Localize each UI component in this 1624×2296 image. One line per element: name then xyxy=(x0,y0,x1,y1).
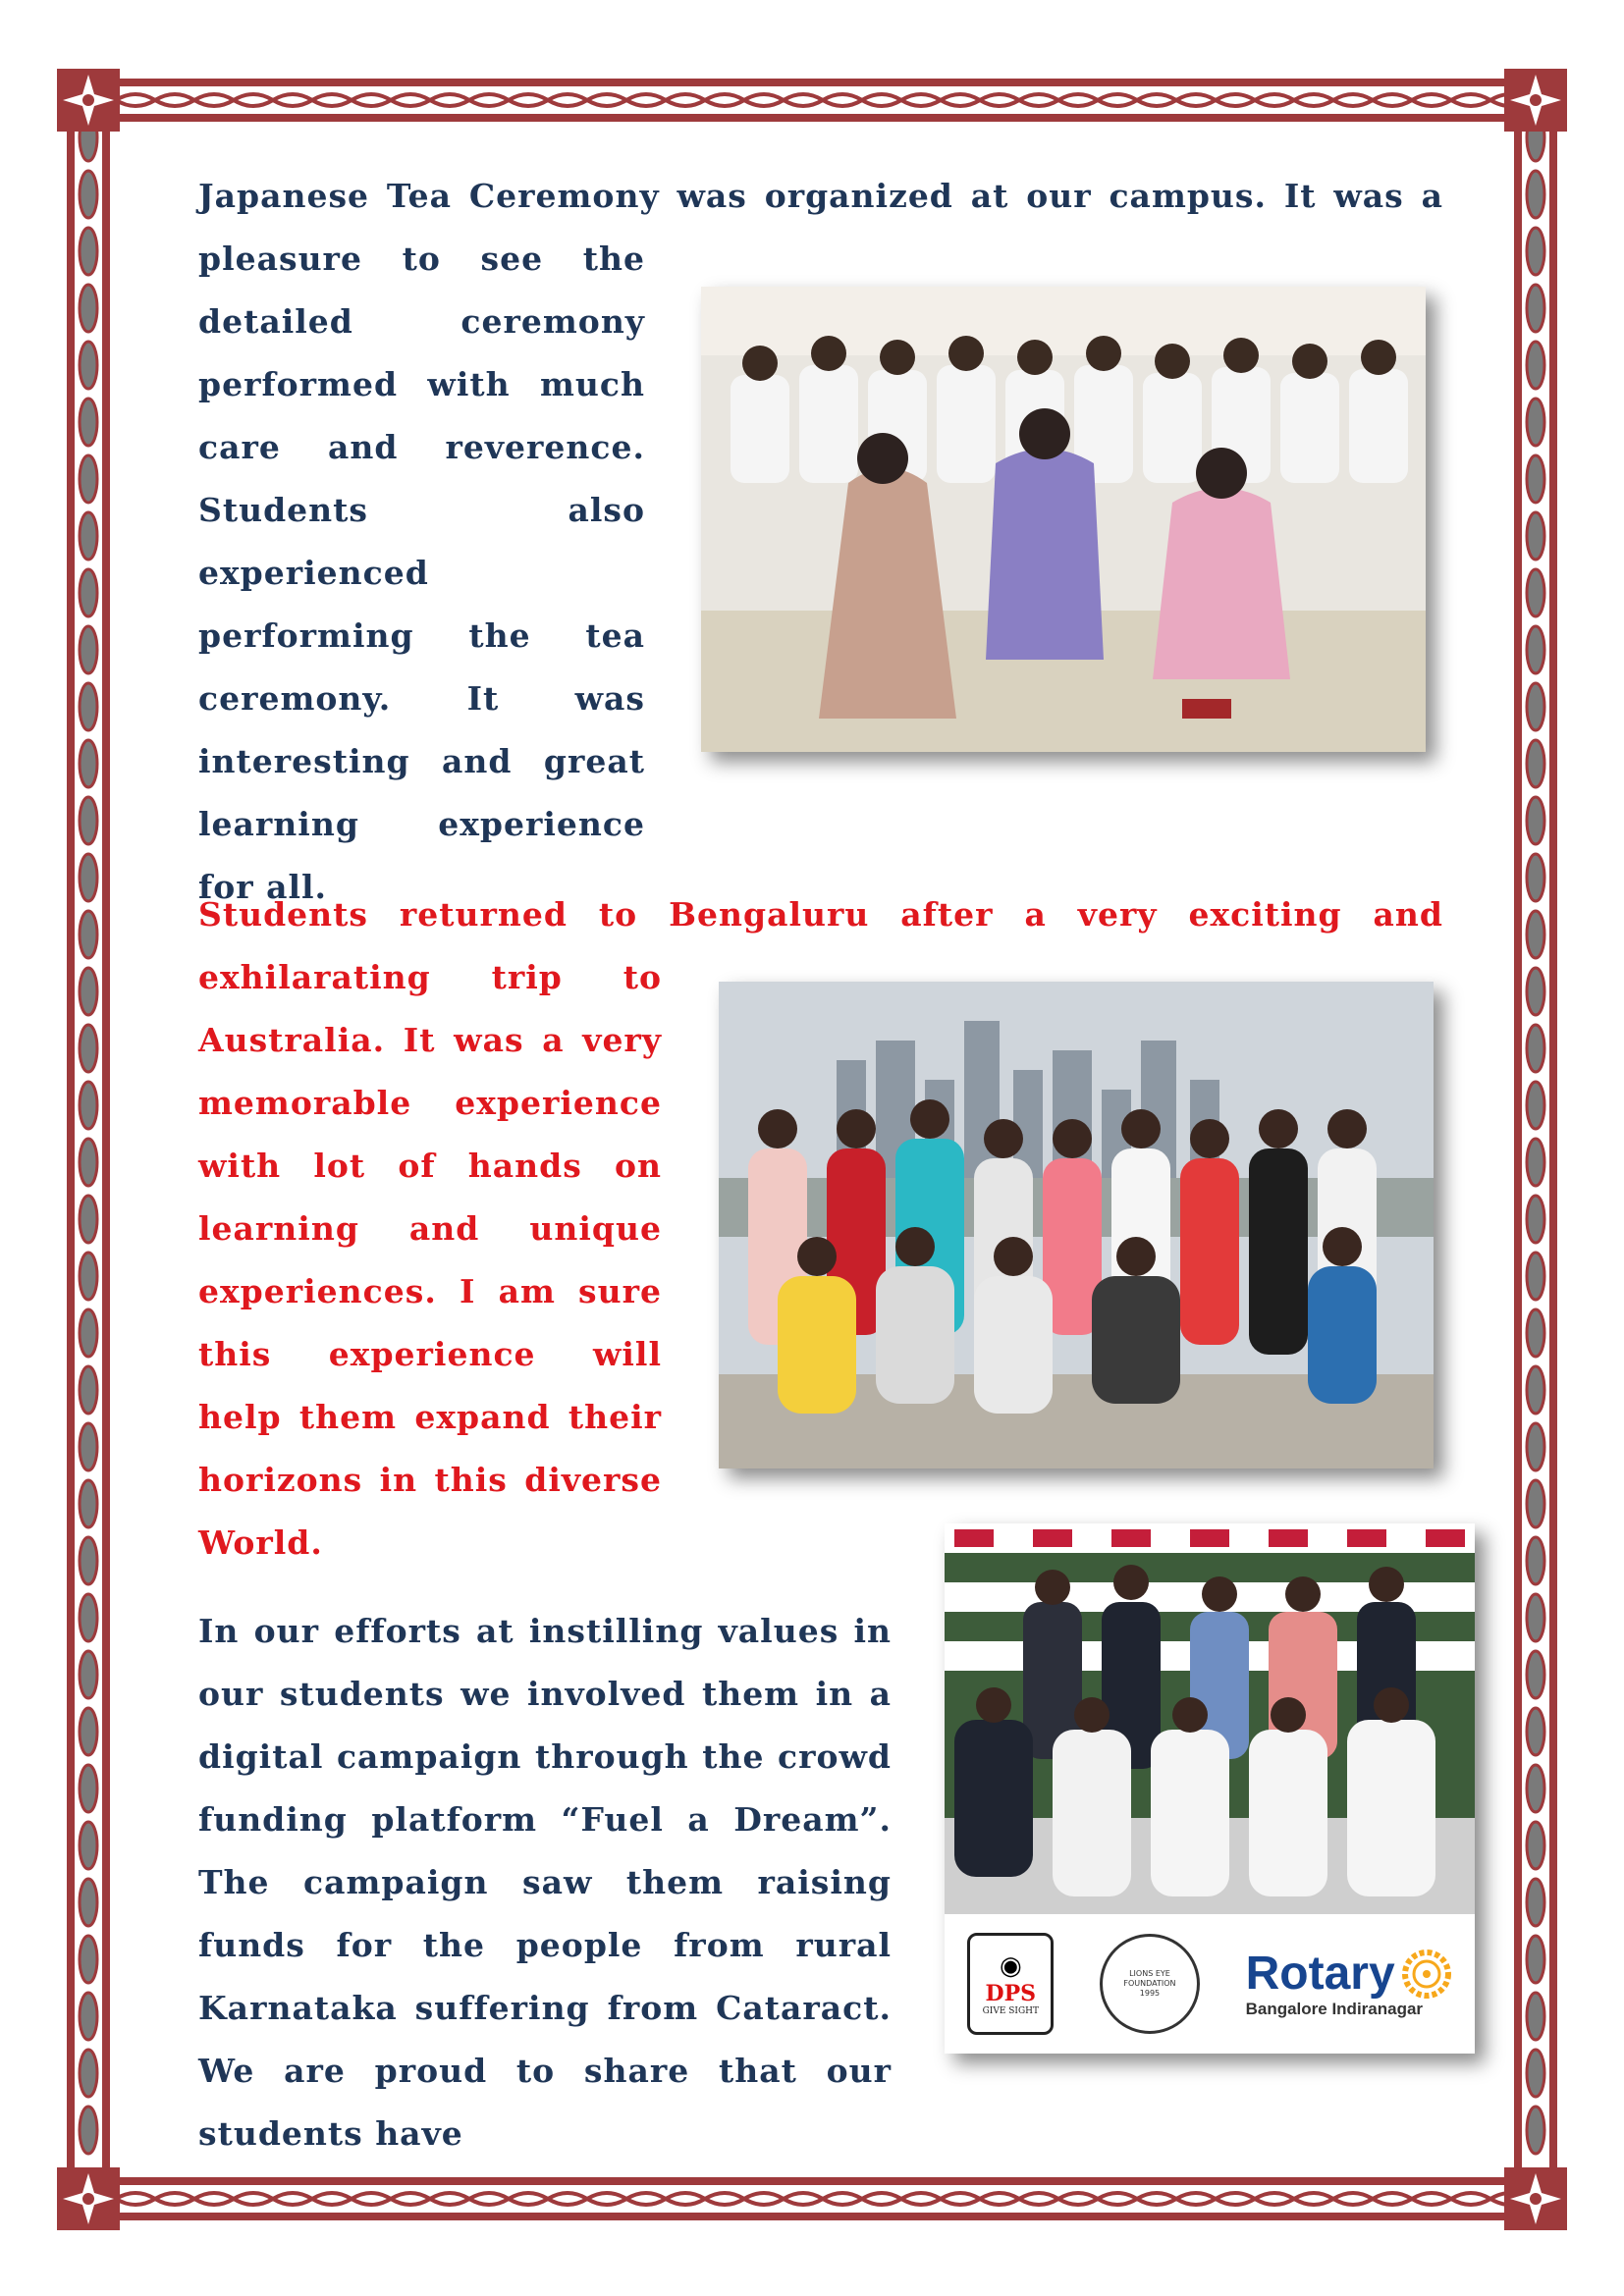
foundation-seal-year: 1995 xyxy=(1139,1989,1161,1998)
foundation-seal-logo xyxy=(1100,1934,1200,2034)
border-corner-ornament xyxy=(1504,2167,1567,2230)
tea-ceremony-paragraph: pleasure to see the detailed ceremony performed with much care and reverence. Students also experienced performing the tea ceremony. It was interesting and great learning experience for all. xyxy=(198,240,645,906)
rotary-logo-name: Rotary xyxy=(1245,1948,1395,2000)
fuel-a-dream-paragraph: In our efforts at instilling values in our students we involved them in a digital campaign through the crowd funding platform “Fuel a Dream”. The campaign saw them raising funds for the people from rural Karnataka suffering from Cataract. We are proud to share that our students have xyxy=(198,1612,892,2153)
sponsor-logo-strip xyxy=(945,1914,1475,2054)
dps-logo-name: DPS xyxy=(985,1981,1037,2006)
eye-icon: ◉ xyxy=(999,1951,1022,1981)
border-corner-ornament xyxy=(57,69,120,132)
tea-ceremony-intro-line: Japanese Tea Ceremony was organized at our campus. It was a xyxy=(198,177,1443,215)
australia-trip-intro-line: Students returned to Bengaluru after a very exciting and xyxy=(198,895,1443,934)
dps-logo-tagline: GIVE SIGHT xyxy=(982,2006,1040,2016)
rotary-logo xyxy=(1246,1949,1452,2019)
foundation-seal-name: LIONS EYE FOUNDATION xyxy=(1123,1969,1176,1988)
border-corner-ornament xyxy=(1504,69,1567,132)
fuel-a-dream-event-photo xyxy=(945,1523,1475,2054)
page-border-bottom xyxy=(67,2177,1557,2220)
page-border-top xyxy=(67,79,1557,122)
page-border-right xyxy=(1514,79,1557,2220)
australia-trip-paragraph: exhilarating trip to Australia. It was a very memorable experience with lot of hands on learning and unique experiences. I am sure this experience will help them expand their horizons in this diverse World. xyxy=(198,958,662,1562)
border-corner-ornament xyxy=(57,2167,120,2230)
australia-trip-photo xyxy=(719,982,1434,1468)
tea-ceremony-photo xyxy=(701,287,1426,752)
rotary-club-name: Bangalore Indiranagar xyxy=(1245,2000,1424,2018)
rotary-wheel-icon xyxy=(1401,1949,1452,2000)
dps-logo xyxy=(967,1933,1054,2035)
page-border-left xyxy=(67,79,110,2220)
